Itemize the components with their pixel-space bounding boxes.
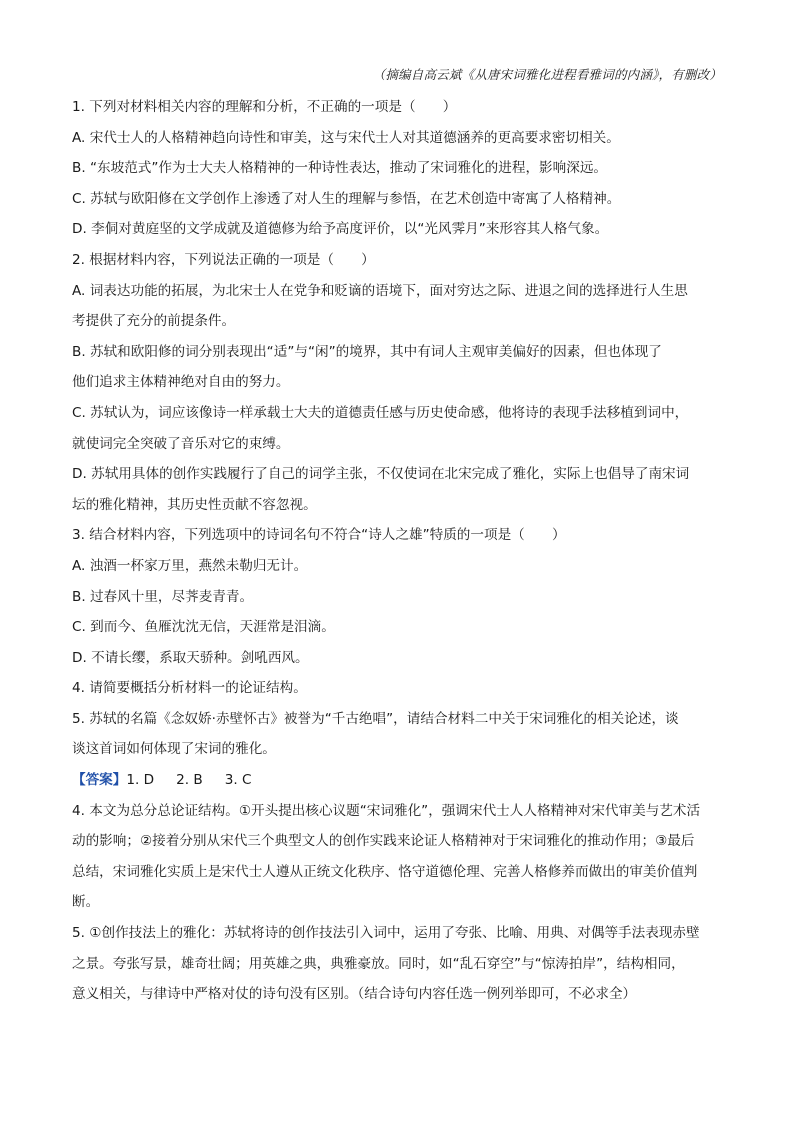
answer-4-line: 动的影响；②接着分别从宋代三个典型文人的创作实践来论证人格精神对于宋词雅化的推动作用；③最后	[72, 833, 695, 850]
question-2-option-d: D. 苏轼用具体的创作实践履行了自己的词学主张，不仅使词在北宋完成了雅化，实际上也倡导了南宋词	[72, 466, 690, 483]
answer-1: 1. D	[126, 772, 155, 789]
question-2-option-c-cont: 就使词完全突破了音乐对它的束缚。	[72, 435, 290, 452]
answer-5-line: 意义相关，与律诗中严格对仗的诗句没有区别。（结合诗句内容任选一例列举即可，不必求全）	[72, 986, 637, 1003]
question-2-option-b-cont: 他们追求主体精神绝对自由的努力。	[72, 374, 290, 391]
answer-5-line: 5. ①创作技法上的雅化：苏轼将诗的创作技法引入词中，运用了夸张、比喻、用典、对偶等手法表现赤壁	[72, 925, 700, 942]
document-page	[72, 64, 722, 1010]
question-2-option-b: B. 苏轼和欧阳修的词分别表现出“适”与“闲”的境界，其中有词人主观审美偏好的因素，但也体现了	[72, 343, 662, 360]
question-4	[72, 673, 722, 704]
question-2-stem: 2. 根据材料内容，下列说法正确的一项是（ ）	[72, 251, 375, 268]
question-5	[72, 704, 722, 765]
question-2-option-a: A. 词表达功能的拓展，为北宋士人在党争和贬谪的语境下，面对穷达之际、进退之间的选择进行人生思	[72, 282, 688, 299]
answer-key-line	[72, 765, 722, 796]
answer-4-line: 4. 本文为总分总论证结构。①开头提出核心议题“宋词雅化”，强调宋代士人人格精神对宋代审美与艺术活	[72, 802, 701, 819]
question-1	[72, 92, 722, 245]
answer-3: 3. C	[224, 772, 252, 789]
source-citation: （摘编自高云斌《从唐宋词雅化进程看雅词的内涵》，有删改）	[372, 67, 722, 82]
answer-4-line: 断。	[72, 894, 100, 911]
question-3-option-b: B. 过春风十里，尽荠麦青青。	[72, 588, 254, 605]
question-3	[72, 520, 722, 673]
answer-section	[72, 765, 722, 1010]
question-4-stem: 4. 请简要概括分析材料一的论证结构。	[72, 680, 307, 697]
question-3-option-c: C. 到而今、鱼雁沈沈无信，天涯常是泪滴。	[72, 619, 335, 636]
question-2	[72, 245, 722, 520]
answer-2: 2. B	[176, 772, 203, 789]
question-3-stem: 3. 结合材料内容，下列选项中的诗词名句不符合“诗人之雄”特质的一项是（ ）	[72, 527, 566, 544]
question-3-option-d: D. 不请长缨，系取天骄种。剑吼西风。	[72, 649, 309, 666]
question-1-option-a: A. 宋代士人的人格精神趋向诗性和审美，这与宋代士人对其道德涵养的更高要求密切相关。	[72, 129, 620, 146]
answer-5-line: 之景。夸张写景，雄奇壮阔；用英雄之典，典雅豪放。同时，如“乱石穿空”与“惊涛拍岸”，结构相同，	[72, 955, 685, 972]
question-2-option-a-cont: 考提供了充分的前提条件。	[72, 313, 236, 330]
question-5-stem: 5. 苏轼的名篇《念奴娇·赤壁怀古》被誉为“千古绝唱”，请结合材料二中关于宋词雅化的相关论述，谈	[72, 710, 679, 727]
question-1-option-d: D. 李侗对黄庭坚的文学成就及道德修为给予高度评价，以“光风霁月”来形容其人格气象。	[72, 221, 609, 238]
question-2-option-c: C. 苏轼认为，词应该像诗一样承载士大夫的道德责任感与历史使命感，他将诗的表现手法移植到词中，	[72, 404, 689, 421]
question-5-stem-cont: 谈这首词如何体现了宋词的雅化。	[72, 741, 276, 758]
question-1-option-c: C. 苏轼与欧阳修在文学创作上渗透了对人生的理解与参悟，在艺术创造中寄寓了人格精神。	[72, 190, 621, 207]
answer-tag: 【答案】	[72, 772, 127, 789]
question-1-stem: 1. 下列对材料相关内容的理解和分析，不正确的一项是（ ）	[72, 99, 457, 115]
question-1-option-b: B. “东坡范式”作为士大夫人格精神的一种诗性表达，推动了宋词雅化的进程，影响深远。	[72, 160, 608, 177]
question-3-option-a: A. 浊酒一杯家万里，燕然未勒归无计。	[72, 557, 308, 574]
question-2-option-d-cont: 坛的雅化精神，其历史性贡献不容忽视。	[72, 496, 317, 513]
answer-4-line: 总结，宋词雅化实质上是宋代士人遵从正统文化秩序、恪守道德伦理、完善人格修养而做出的审美价值判	[72, 863, 698, 880]
